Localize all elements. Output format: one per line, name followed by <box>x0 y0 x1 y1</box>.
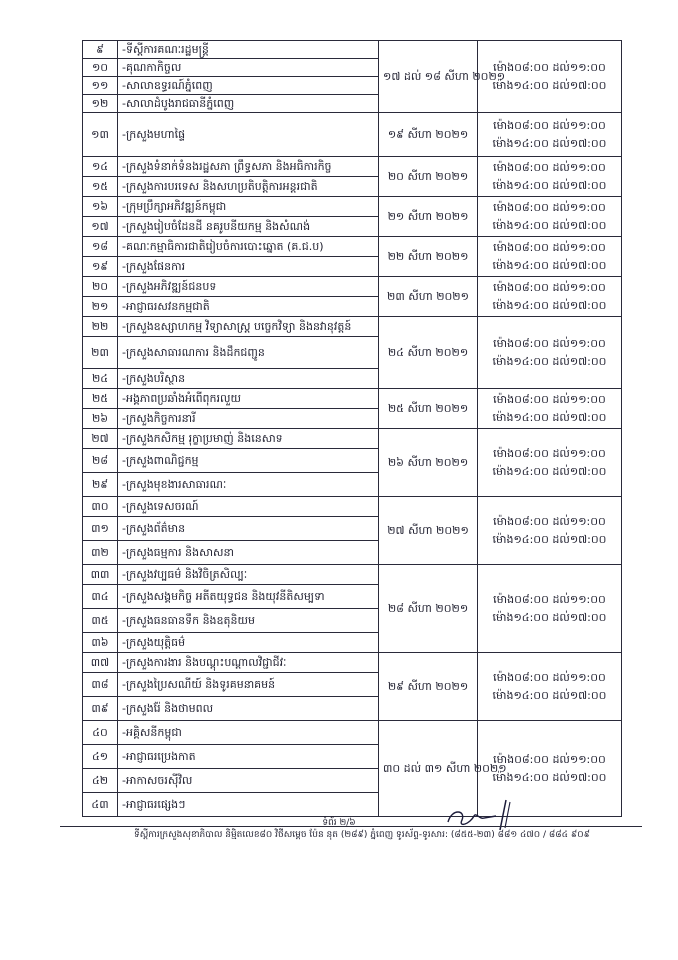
afternoon-time: ម៉ោង១៤:០០ ដល់១៧:០០ <box>492 610 607 624</box>
row-number: ៣៦ <box>83 633 118 653</box>
institution-name: -ក្រសួងការងារ និងបណ្តុះបណ្តាលវិជ្ជាជីវៈ <box>118 653 379 673</box>
afternoon-time: ម៉ោង១៤:០០ ដល់១៧:០០ <box>492 178 607 192</box>
institution-name: -អគ្គិសនីកម្ពុជា <box>118 721 379 745</box>
table-row <box>83 277 622 297</box>
row-number: ៣៩ <box>83 697 118 721</box>
institution-name: -អាជ្ញាធរប្រេងកាត <box>118 745 379 769</box>
session-date: ១៩ សីហា ២០២១ <box>379 113 478 157</box>
row-number: ៤៣ <box>83 793 118 817</box>
session-date: ២៨ សីហា ២០២១ <box>379 565 478 653</box>
institution-name: -ក្រសួងធម្មការ និងសាសនា <box>118 541 379 565</box>
afternoon-time: ម៉ោង១៤:០០ ដល់១៧:០០ <box>492 354 607 368</box>
table-row <box>83 721 622 745</box>
table-row <box>83 565 622 585</box>
session-time <box>478 41 622 113</box>
morning-time: ម៉ោង០៨:០០ ដល់១១:០០ <box>493 280 606 294</box>
institution-name: -ក្រសួងព័ត៌មាន <box>118 517 379 541</box>
institution-name: -ក្រសួងសាធារណការ និងដឹកជញ្ជូន <box>118 337 379 369</box>
row-number: ២៧ <box>83 429 118 449</box>
table-row <box>83 497 622 517</box>
institution-name: -ក្រសួងសង្គមកិច្ច អតីតយុទ្ធជន និងយុវនីតិសម្បទា <box>118 585 379 609</box>
afternoon-time: ម៉ោង១៤:០០ ដល់១៧:០០ <box>492 688 607 702</box>
session-date: ២៥ សីហា ២០២១ <box>379 389 478 429</box>
session-date: ២៤ សីហា ២០២១ <box>379 317 478 389</box>
row-number: ៣០ <box>83 497 118 517</box>
session-time <box>478 317 622 389</box>
page-number: ទំព័រ ២/៦ <box>322 818 356 828</box>
row-number: ១៨ <box>83 237 118 257</box>
row-number: ៣៤ <box>83 585 118 609</box>
session-time <box>478 653 622 721</box>
row-number: ១៩ <box>83 257 118 277</box>
table-row <box>83 41 622 59</box>
session-time <box>478 237 622 277</box>
session-date: ២០ សីហា ២០២១ <box>379 157 478 197</box>
institution-name: -ក្រុមប្រឹក្សាអភិវឌ្ឍន៍កម្ពុជា <box>118 197 379 217</box>
institution-name: -ក្រសួងប្រៃសណីយ៍ និងទូរគមនាគមន៍ <box>118 673 379 697</box>
row-number: ២០ <box>83 277 118 297</box>
institution-name: -សាលាដំបូងរាជធានីភ្នំពេញ <box>118 95 379 113</box>
row-number: ៤០ <box>83 721 118 745</box>
row-number: ១២ <box>83 95 118 113</box>
session-time <box>478 565 622 653</box>
row-number: ៣៧ <box>83 653 118 673</box>
institution-name: -ក្រសួងវប្បធម៌ និងវិចិត្រសិល្បៈ <box>118 565 379 585</box>
row-number: ២៤ <box>83 369 118 389</box>
morning-time: ម៉ោង០៨:០០ ដល់១១:០០ <box>493 752 606 766</box>
table-row <box>83 389 622 409</box>
institution-name: -សាលាឧទ្ធរណ៍ភ្នំពេញ <box>118 77 379 95</box>
row-number: ៤២ <box>83 769 118 793</box>
row-number: ៣២ <box>83 541 118 565</box>
session-time <box>478 389 622 429</box>
afternoon-time: ម៉ោង១៤:០០ ដល់១៧:០០ <box>492 532 607 546</box>
row-number: ៤១ <box>83 745 118 769</box>
row-number: ២៥ <box>83 389 118 409</box>
session-time <box>478 277 622 317</box>
row-number: ១៦ <box>83 197 118 217</box>
institution-name: -ក្រសួងមុខងារសាធារណៈ <box>118 473 379 497</box>
afternoon-time: ម៉ោង១៤:០០ ដល់១៧:០០ <box>492 78 607 92</box>
afternoon-time: ម៉ោង១៤:០០ ដល់១៧:០០ <box>492 298 607 312</box>
institution-name: -ក្រសួងបរិស្ថាន <box>118 369 379 389</box>
institution-name: -គុណកាកិច្ចល <box>118 59 379 77</box>
session-date: ៣០ ដល់ ៣១ សីហា ២០២១ <box>379 721 478 817</box>
morning-time: ម៉ោង០៨:០០ ដល់១១:០០ <box>493 592 606 606</box>
row-number: ៣៣ <box>83 565 118 585</box>
row-number: ២៦ <box>83 409 118 429</box>
row-number: ៣៥ <box>83 609 118 633</box>
session-date: ២៧ សីហា ២០២១ <box>379 497 478 565</box>
session-time <box>478 197 622 237</box>
institution-name: -ទីស្ដីការគណៈរដ្ឋមន្ត្រី <box>118 41 379 59</box>
session-date: ១៧ ដល់ ១៨ សីហា ២០២១ <box>379 41 478 113</box>
morning-time: ម៉ោង០៨:០០ ដល់១១:០០ <box>493 670 606 684</box>
afternoon-time: ម៉ោង១៤:០០ ដល់១៧:០០ <box>492 218 607 232</box>
institution-name: -ក្រសួងផែនការ <box>118 257 379 277</box>
institution-name: -ក្រសួងកិច្ចការនារី <box>118 409 379 429</box>
institution-name: -ក្រសួងពាណិជ្ជកម្ម <box>118 449 379 473</box>
afternoon-time: ម៉ោង១៤:០០ ដល់១៧:០០ <box>492 258 607 272</box>
morning-time: ម៉ោង០៨:០០ ដល់១១:០០ <box>493 514 606 528</box>
institution-name: -ក្រសួងរ៉ែ និងថាមពល <box>118 697 379 721</box>
morning-time: ម៉ោង០៨:០០ ដល់១១:០០ <box>493 118 606 132</box>
session-time <box>478 429 622 497</box>
institution-name: -ក្រសួងកសិកម្ម រុក្ខាប្រមាញ់ និងនេសាទ <box>118 429 379 449</box>
institution-name: -ក្រសួងអភិវឌ្ឍន៍ជនបទ <box>118 277 379 297</box>
table-row <box>83 237 622 257</box>
row-number: ១៧ <box>83 217 118 237</box>
table-row <box>83 429 622 449</box>
institution-name: -អង្គភាពប្រឆាំងអំពើពុករលួយ <box>118 389 379 409</box>
session-date: ២៩ សីហា ២០២១ <box>379 653 478 721</box>
row-number: ៩ <box>83 41 118 59</box>
session-date: ២២ សីហា ២០២១ <box>379 237 478 277</box>
session-time <box>478 113 622 157</box>
table-row <box>83 113 622 157</box>
institution-name: -ក្រសួងយុត្តិធម៌ <box>118 633 379 653</box>
row-number: ២៣ <box>83 337 118 369</box>
row-number: ១៥ <box>83 177 118 197</box>
table-row <box>83 197 622 217</box>
row-number: ៣៨ <box>83 673 118 697</box>
row-number: ៣១ <box>83 517 118 541</box>
institution-name: -ក្រសួងមហាផ្ទៃ <box>118 113 379 157</box>
morning-time: ម៉ោង០៨:០០ ដល់១១:០០ <box>493 240 606 254</box>
session-date: ២១ សីហា ២០២១ <box>379 197 478 237</box>
institution-name: -ក្រសួងទេសចរណ៍ <box>118 497 379 517</box>
morning-time: ម៉ោង០៨:០០ ដល់១១:០០ <box>493 160 606 174</box>
institution-name: -អាជ្ញាធរសវនកម្មជាតិ <box>118 297 379 317</box>
session-time <box>478 497 622 565</box>
institution-name: -ក្រសួងរៀបចំដែនដី នគរូបនីយកម្ម និងសំណង់ <box>118 217 379 237</box>
afternoon-time: ម៉ោង១៤:០០ ដល់១៧:០០ <box>492 464 607 478</box>
row-number: ១៣ <box>83 113 118 157</box>
institution-name: -គណៈកម្មាធិការជាតិរៀបចំការបោះឆ្នោត (គ.ជ.ប) <box>118 237 379 257</box>
row-number: ១០ <box>83 59 118 77</box>
row-number: ២២ <box>83 317 118 337</box>
session-date: ២៦ សីហា ២០២១ <box>379 429 478 497</box>
institution-name: -អាជ្ញាធរផ្សេងៗ <box>118 793 379 817</box>
table-row <box>83 653 622 673</box>
footer-address: ទីស្ដីការក្រសួងសុខាភិបាល និម្មិតលេខ៨០ វិថីសម្ដេច ប៉ែន នុត (២៨៩) ភ្នំពេញ ទូរស័ព្ទ-ទូរសារ: (៨៥៥-២៣) ៨៨១ ៤៧០ / ៨៨៤ ៩០៩ <box>134 830 590 840</box>
morning-time: ម៉ោង០៨:០០ ដល់១១:០០ <box>493 392 606 406</box>
table-row <box>83 317 622 337</box>
session-time <box>478 157 622 197</box>
footer-divider <box>60 826 642 827</box>
table-row <box>83 157 622 177</box>
institution-name: -ក្រសួងឧស្សាហកម្ម វិទ្យាសាស្ត្រ បច្ចេកវិទ្យា និងនវានុវត្តន៍ <box>118 317 379 337</box>
row-number: ២៩ <box>83 473 118 497</box>
institution-name: -អាកាសចរស៊ីវិល <box>118 769 379 793</box>
morning-time: ម៉ោង០៨:០០ ដល់១១:០០ <box>493 200 606 214</box>
row-number: ២៨ <box>83 449 118 473</box>
row-number: ១១ <box>83 77 118 95</box>
afternoon-time: ម៉ោង១៤:០០ ដល់១៧:០០ <box>492 770 607 784</box>
morning-time: ម៉ោង០៨:០០ ដល់១១:០០ <box>493 336 606 350</box>
institution-name: -ក្រសួងធនធានទឹក និងឧតុនិយម <box>118 609 379 633</box>
row-number: ២១ <box>83 297 118 317</box>
schedule-table <box>82 40 622 817</box>
institution-name: -ក្រសួងទំនាក់ទំនងរដ្ឋសភា ព្រឹទ្ធសភា និងអធិការកិច្ច <box>118 157 379 177</box>
session-date: ២៣ សីហា ២០២១ <box>379 277 478 317</box>
morning-time: ម៉ោង០៨:០០ ដល់១១:០០ <box>493 446 606 460</box>
institution-name: -ក្រសួងការបរទេស និងសហប្រតិបត្តិការអន្តរជាតិ <box>118 177 379 197</box>
row-number: ១៤ <box>83 157 118 177</box>
morning-time: ម៉ោង០៨:០០ ដល់១១:០០ <box>493 60 606 74</box>
afternoon-time: ម៉ោង១៤:០០ ដល់១៧:០០ <box>492 410 607 424</box>
afternoon-time: ម៉ោង១៤:០០ ដល់១៧:០០ <box>492 136 607 150</box>
